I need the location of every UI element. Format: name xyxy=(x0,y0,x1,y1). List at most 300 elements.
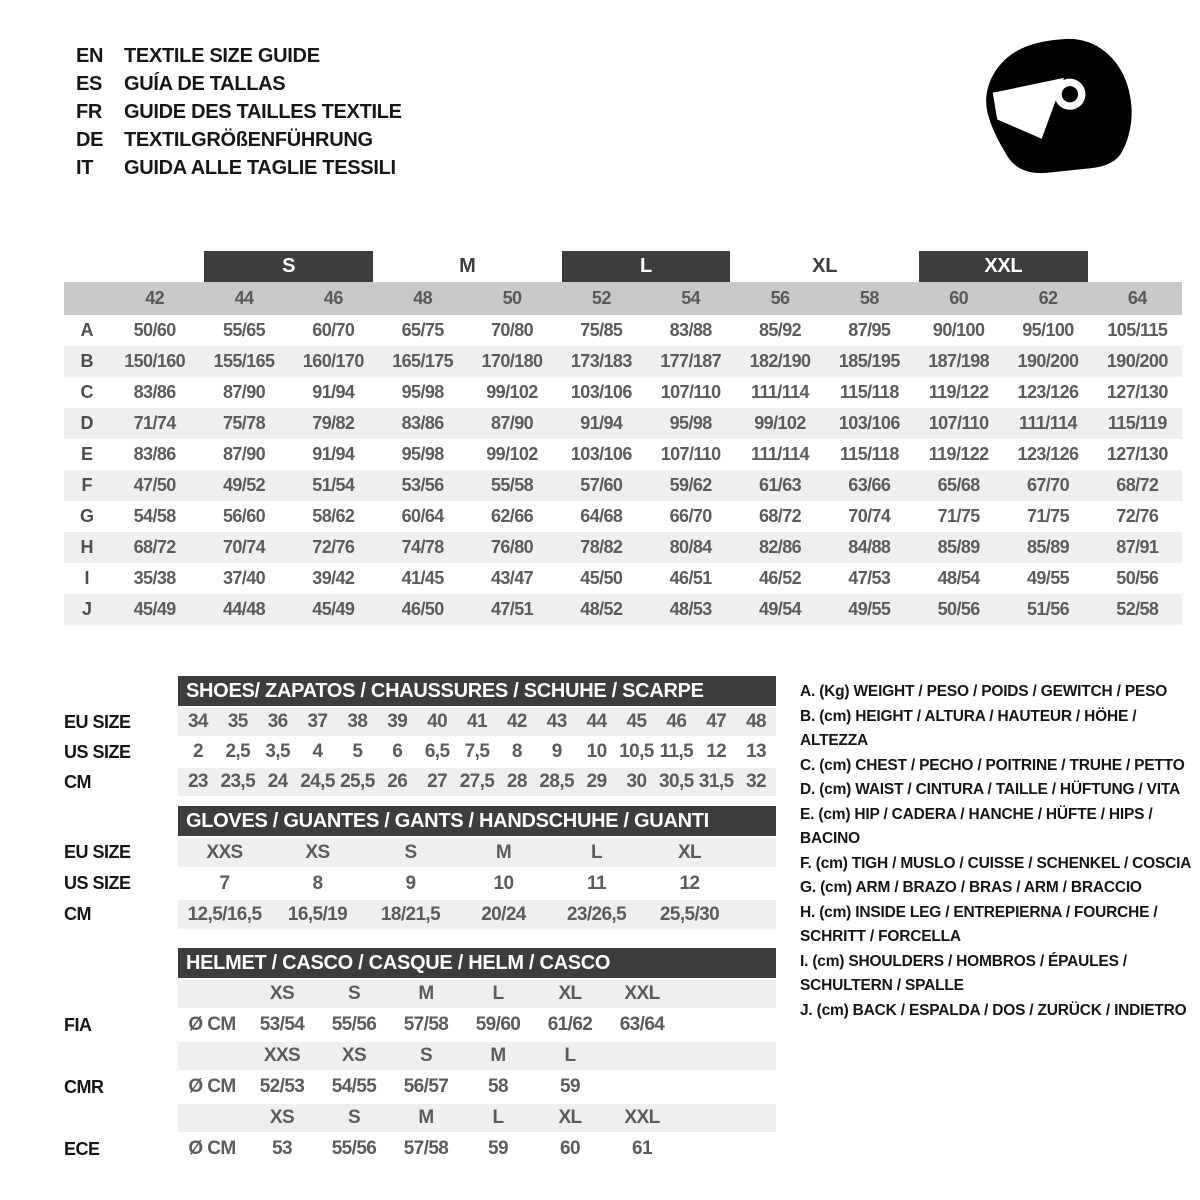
cell: 190/200 xyxy=(1106,351,1168,371)
cell: 85/92 xyxy=(758,320,802,340)
row-label: H xyxy=(80,537,94,557)
cell: 60 xyxy=(560,1138,580,1159)
cell: 23/26,5 xyxy=(566,903,627,925)
legend-item: D. (cm) WAIST / CINTURA / TAILLE / HÜFTUNG / VITA xyxy=(800,781,1180,798)
unit-label: Ø CM xyxy=(188,1138,236,1159)
cell: 48/53 xyxy=(669,599,712,619)
shoes-row xyxy=(64,738,776,766)
cell: 48/52 xyxy=(580,599,623,619)
cell: 115/118 xyxy=(839,382,899,402)
language-header xyxy=(76,42,402,182)
cell: 10 xyxy=(493,872,514,894)
legend-item: F. (cm) TIGH / MUSLO / CUISSE / SCHENKEL / COSCIA xyxy=(800,854,1192,872)
cell: 160/170 xyxy=(302,351,364,371)
cell: S xyxy=(404,841,417,863)
cell: 43/47 xyxy=(490,568,534,588)
cell: 30 xyxy=(626,771,647,792)
cell: 111/114 xyxy=(1019,413,1077,433)
helmet-size-header-row xyxy=(64,980,776,1008)
size-column-header: 62 xyxy=(1038,288,1058,308)
cell: 7 xyxy=(219,872,230,894)
language-row xyxy=(76,126,402,154)
gloves-section xyxy=(64,806,776,929)
size-group-l: L xyxy=(562,251,731,282)
language-code: EN xyxy=(76,44,104,67)
standard-label: CMR xyxy=(64,1076,104,1097)
language-code: IT xyxy=(76,156,94,179)
cell: 25,5/30 xyxy=(659,903,720,925)
cell: 72/76 xyxy=(312,537,355,557)
helmet-value-row xyxy=(64,1134,776,1164)
size-number-band xyxy=(64,282,1182,315)
cell: 90/100 xyxy=(932,320,985,340)
cell: 62/66 xyxy=(490,506,534,526)
table-row xyxy=(64,315,1182,346)
gloves-row xyxy=(64,838,776,867)
cell: 83/86 xyxy=(133,444,176,464)
cell: 12,5/16,5 xyxy=(187,903,262,925)
cell: 79/82 xyxy=(312,413,355,433)
language-title: GUIDE DES TAILLES TEXTILE xyxy=(124,100,402,123)
cell: 20/24 xyxy=(481,903,526,925)
row-label: F xyxy=(81,475,93,495)
gloves-values xyxy=(178,869,776,898)
shoes-values xyxy=(178,708,776,736)
cell: 87/90 xyxy=(490,413,534,433)
helmet-value-row xyxy=(64,1010,776,1040)
size-header: XXL xyxy=(624,1107,660,1128)
language-code: ES xyxy=(76,72,103,95)
cell: 83/86 xyxy=(133,382,176,402)
table-row xyxy=(64,346,1182,377)
legend-item: J. (cm) BACK / ESPALDA / DOS / ZURÜCK / INDIETRO xyxy=(800,1001,1187,1019)
size-header: S xyxy=(347,1107,361,1128)
cell: 177/187 xyxy=(660,351,722,371)
cell: 38 xyxy=(347,711,368,732)
cell: 99/102 xyxy=(754,413,806,433)
cell: 82/86 xyxy=(758,537,802,557)
cell: 105/115 xyxy=(1107,320,1168,340)
cell: 44/48 xyxy=(222,599,266,619)
legend-item: G. (cm) ARM / BRAZO / BRAS / ARM / BRACCIO xyxy=(800,879,1142,896)
cell: 54/58 xyxy=(133,506,176,526)
cell: 53 xyxy=(272,1138,292,1159)
size-header: XS xyxy=(269,983,295,1004)
cell: 107/110 xyxy=(928,413,989,433)
language-row xyxy=(76,42,402,70)
cell: 70/74 xyxy=(222,537,266,557)
cell: 95/100 xyxy=(1022,320,1074,340)
size-header: S xyxy=(419,1045,433,1066)
row-label: D xyxy=(80,413,94,433)
row-label: J xyxy=(81,599,92,619)
size-group-xl: XL xyxy=(812,255,838,277)
row-label: C xyxy=(80,382,94,402)
shoes-section xyxy=(64,676,776,796)
cell: 50/56 xyxy=(937,599,980,619)
cell: 47/53 xyxy=(848,568,891,588)
cell: 9 xyxy=(405,872,416,894)
cell: 107/110 xyxy=(660,444,721,464)
cell: 127/130 xyxy=(1106,382,1168,402)
cell: 12 xyxy=(706,741,727,762)
cell: 187/198 xyxy=(928,351,990,371)
size-column-header: 64 xyxy=(1127,288,1147,308)
helmet-size-header-row xyxy=(64,1042,776,1070)
cell: 80/84 xyxy=(669,537,712,557)
racing-helmet-icon xyxy=(972,26,1150,204)
cell: 36 xyxy=(267,711,288,732)
gloves-values xyxy=(178,900,776,929)
helmet-size-headers xyxy=(178,1104,776,1132)
size-header: L xyxy=(564,1045,576,1066)
cell: 91/94 xyxy=(312,444,355,464)
cell: 44 xyxy=(586,711,607,732)
cell: 53/54 xyxy=(259,1014,305,1035)
cell: 57/58 xyxy=(403,1014,449,1035)
cell: 47 xyxy=(706,711,727,732)
cell: 35 xyxy=(227,711,248,732)
language-title: TEXTILGRÖßENFÜHRUNG xyxy=(124,128,373,151)
helmet-value-row xyxy=(64,1072,776,1102)
size-column-header: 48 xyxy=(413,288,433,308)
helmet-subtables xyxy=(64,980,776,1164)
cell: 35/38 xyxy=(133,568,176,588)
helmet-values xyxy=(178,1010,776,1040)
cell: 39/42 xyxy=(312,568,355,588)
cell: 55/58 xyxy=(490,475,534,495)
size-header: L xyxy=(492,983,504,1004)
helmet-section xyxy=(64,948,776,1164)
cell: 41/45 xyxy=(401,568,444,588)
cell: 8 xyxy=(511,741,522,762)
table-row xyxy=(64,532,1182,563)
legend-item: I. (cm) SHOULDERS / HOMBROS / ÉPAULES / SCHULTERN / SPALLE xyxy=(800,952,1127,994)
language-row xyxy=(76,70,402,98)
cell: 83/88 xyxy=(669,320,712,340)
cell: 111/114 xyxy=(751,382,809,402)
shoes-title-bar: SHOES/ ZAPATOS / CHAUSSURES / SCHUHE / SCARPE xyxy=(178,676,776,706)
cell: 68/72 xyxy=(758,506,802,526)
cell: 56/60 xyxy=(222,506,266,526)
cell: 95/98 xyxy=(669,413,712,433)
cell: 103/106 xyxy=(838,413,900,433)
cell: 71/75 xyxy=(1026,506,1070,526)
standard-label: ECE xyxy=(64,1138,100,1159)
cell: 85/89 xyxy=(937,537,980,557)
cell: 10,5 xyxy=(619,741,654,762)
cell: 31,5 xyxy=(698,771,734,792)
helmet-size-headers xyxy=(178,980,776,1008)
gloves-values xyxy=(178,838,776,867)
helmet-title-bar: HELMET / CASCO / CASQUE / HELM / CASCO xyxy=(178,948,776,978)
row-label: G xyxy=(79,506,94,526)
cell: 24,5 xyxy=(300,771,335,792)
cell: 39 xyxy=(387,711,408,732)
cell: 45/50 xyxy=(580,568,623,588)
row-label: E xyxy=(80,444,93,464)
cell: 58/62 xyxy=(312,506,355,526)
helmet-values xyxy=(178,1072,776,1102)
cell: 59/62 xyxy=(669,475,712,495)
cell: 49/55 xyxy=(1026,568,1070,588)
cell: 24 xyxy=(267,771,288,792)
table-row xyxy=(64,594,1182,625)
cell: 71/75 xyxy=(937,506,980,526)
cell: 30,5 xyxy=(659,771,694,792)
cell: 75/78 xyxy=(222,413,266,433)
cell: 56/57 xyxy=(403,1076,449,1097)
cell: 52/53 xyxy=(259,1076,305,1097)
cell: 2 xyxy=(192,741,203,762)
cell: 59 xyxy=(560,1076,580,1097)
row-label: CM xyxy=(64,771,91,792)
row-label: EU SIZE xyxy=(64,842,131,862)
legend-item: C. (cm) CHEST / PECHO / POITRINE / TRUHE / PETTO xyxy=(800,756,1185,774)
cell: 182/190 xyxy=(749,351,811,371)
cell: 16,5/19 xyxy=(287,903,348,925)
cell: 173/183 xyxy=(570,351,632,371)
cell: 29 xyxy=(586,771,607,792)
cell: 111/114 xyxy=(751,444,809,464)
cell: 76/80 xyxy=(490,537,534,557)
cell: 63/66 xyxy=(848,475,891,495)
clothing-size-rows xyxy=(64,315,1182,625)
cell: 72/76 xyxy=(1116,506,1159,526)
cell: 48/54 xyxy=(937,568,980,588)
row-label: B xyxy=(80,351,94,371)
size-header: M xyxy=(418,983,434,1004)
cell: 41 xyxy=(467,711,487,732)
cell: 5 xyxy=(352,741,363,762)
cell: 70/74 xyxy=(848,506,891,526)
cell: 27 xyxy=(427,771,448,792)
language-title: GUIDA ALLE TAGLIE TESSILI xyxy=(124,156,396,179)
size-column-header: 56 xyxy=(770,288,790,308)
cell: 45/49 xyxy=(312,599,355,619)
table-row xyxy=(64,377,1182,408)
gloves-row xyxy=(64,900,776,929)
language-row xyxy=(76,98,402,126)
cell: 49/55 xyxy=(848,599,891,619)
row-label xyxy=(64,980,178,1008)
cell: 91/94 xyxy=(580,413,623,433)
cell: 99/102 xyxy=(486,382,538,402)
cell: 46/52 xyxy=(758,568,802,588)
cell: 87/95 xyxy=(848,320,891,340)
cell: 2,5 xyxy=(225,741,251,762)
cell: 57/58 xyxy=(403,1138,449,1159)
cell: 61/63 xyxy=(758,475,802,495)
cell: 165/175 xyxy=(392,351,454,371)
language-title: GUÍA DE TALLAS xyxy=(124,72,286,95)
cell: 6 xyxy=(392,741,403,762)
legend-item: H. (cm) INSIDE LEG / ENTREPIERNA / FOURCHE / SCHRITT / FORCELLA xyxy=(800,903,1158,945)
cell: 8 xyxy=(312,872,323,894)
size-header: XXS xyxy=(263,1045,301,1066)
cell: 123/126 xyxy=(1017,444,1079,464)
helmet-values xyxy=(178,1134,776,1164)
cell: 13 xyxy=(746,741,767,762)
size-header: S xyxy=(347,983,361,1004)
cell: 34 xyxy=(187,711,208,732)
cell: 46/50 xyxy=(401,599,444,619)
cell: 66/70 xyxy=(669,506,712,526)
language-code: FR xyxy=(76,100,103,123)
helmet-size-headers xyxy=(178,1042,776,1070)
cell: 49/54 xyxy=(758,599,802,619)
cell: 99/102 xyxy=(486,444,538,464)
cell: 7,5 xyxy=(464,741,490,762)
cell: 60/64 xyxy=(401,506,444,526)
cell: M xyxy=(495,841,512,863)
shoes-values xyxy=(178,768,776,796)
cell: 48 xyxy=(746,711,767,732)
cell: 170/180 xyxy=(481,351,543,371)
size-column-header: 54 xyxy=(681,288,701,308)
cell: 103/106 xyxy=(570,444,632,464)
cell: 18/21,5 xyxy=(380,903,441,925)
size-header: XL xyxy=(558,983,582,1004)
cell: 45 xyxy=(626,711,647,732)
cell: 42 xyxy=(506,711,527,732)
row-label xyxy=(64,1104,178,1132)
cell: 55/56 xyxy=(331,1014,377,1035)
size-group-s: S xyxy=(204,251,373,282)
cell: 58 xyxy=(488,1076,508,1097)
cell: 3,5 xyxy=(265,741,290,762)
clothing-size-table xyxy=(64,251,1182,625)
cell: 185/195 xyxy=(838,351,900,371)
cell: 59/60 xyxy=(475,1014,521,1035)
cell: 61/62 xyxy=(547,1014,593,1035)
size-header: XXL xyxy=(624,983,660,1004)
cell: 103/106 xyxy=(570,382,632,402)
row-label: US SIZE xyxy=(64,741,131,762)
row-label: US SIZE xyxy=(64,873,131,893)
cell: L xyxy=(590,841,602,863)
cell: 6,5 xyxy=(424,741,450,762)
cell: 50/56 xyxy=(1116,568,1159,588)
cell: 55/65 xyxy=(222,320,266,340)
cell: 87/91 xyxy=(1116,537,1159,557)
cell: 55/56 xyxy=(331,1138,377,1159)
cell: 123/126 xyxy=(1017,382,1079,402)
cell: 155/165 xyxy=(213,351,275,371)
cell: 9 xyxy=(551,741,562,762)
cell: 12 xyxy=(679,872,700,894)
cell: 84/88 xyxy=(848,537,891,557)
cell: 74/78 xyxy=(401,537,444,557)
legend-item: A. (Kg) WEIGHT / PESO / POIDS / GEWITCH / PESO xyxy=(800,683,1168,700)
cell: 64/68 xyxy=(580,506,623,526)
size-column-header: 50 xyxy=(502,288,522,308)
size-column-header: 46 xyxy=(323,288,343,308)
cell: 46 xyxy=(666,711,687,732)
cell: 10 xyxy=(586,741,607,762)
cell: 28,5 xyxy=(539,771,575,792)
size-group-m: M xyxy=(459,255,476,277)
cell: 65/68 xyxy=(937,475,980,495)
cell: 68/72 xyxy=(1116,475,1159,495)
size-header: L xyxy=(492,1107,504,1128)
cell: 4 xyxy=(312,741,323,762)
cell: 119/122 xyxy=(928,382,989,402)
row-label: A xyxy=(80,320,94,340)
legend-item: B. (cm) HEIGHT / ALTURA / HAUTEUR / HÖHE / ALTEZZA xyxy=(800,707,1137,749)
cell: 40 xyxy=(427,711,448,732)
cell: 119/122 xyxy=(928,444,989,464)
cell: 83/86 xyxy=(401,413,444,433)
table-row xyxy=(64,501,1182,532)
cell: 190/200 xyxy=(1017,351,1079,371)
table-row xyxy=(64,563,1182,594)
cell: XXS xyxy=(206,841,243,863)
cell: 87/90 xyxy=(222,444,266,464)
cell: 78/82 xyxy=(580,537,623,557)
cell: 50/60 xyxy=(133,320,176,340)
cell: 23 xyxy=(187,771,208,792)
gloves-row xyxy=(64,869,776,898)
cell: 57/60 xyxy=(580,475,623,495)
cell: 87/90 xyxy=(222,382,266,402)
cell: 28 xyxy=(506,771,527,792)
cell: 59 xyxy=(488,1138,508,1159)
cell: 54/55 xyxy=(331,1076,377,1097)
size-header: XS xyxy=(341,1045,367,1066)
cell: 47/50 xyxy=(133,475,176,495)
cell: 107/110 xyxy=(660,382,721,402)
shoes-row xyxy=(64,768,776,796)
cell: 11 xyxy=(587,872,606,894)
cell: 51/56 xyxy=(1026,599,1070,619)
cell: 45/49 xyxy=(133,599,176,619)
row-label: I xyxy=(84,568,90,588)
size-group-xxl: XXL xyxy=(919,251,1088,282)
cell: 23,5 xyxy=(220,771,256,792)
cell: 32 xyxy=(746,771,767,792)
cell: 115/119 xyxy=(1107,413,1167,433)
shoes-rows xyxy=(64,708,776,796)
cell: 46/51 xyxy=(669,568,712,588)
cell: 49/52 xyxy=(222,475,266,495)
cell: 91/94 xyxy=(312,382,355,402)
language-row xyxy=(76,154,402,182)
standard-label: FIA xyxy=(64,1014,92,1035)
cell: XS xyxy=(305,841,330,863)
row-label xyxy=(64,1042,178,1070)
size-group-row xyxy=(64,251,1182,282)
cell: 27,5 xyxy=(459,771,495,792)
size-column-header: 58 xyxy=(859,288,879,308)
cell: 70/80 xyxy=(490,320,534,340)
helmet-size-header-row xyxy=(64,1104,776,1132)
language-code: DE xyxy=(76,128,104,151)
cell: 37/40 xyxy=(222,568,266,588)
cell: 25,5 xyxy=(340,771,375,792)
cell: 26 xyxy=(387,771,408,792)
unit-label: Ø CM xyxy=(188,1076,236,1097)
table-row xyxy=(64,408,1182,439)
table-row xyxy=(64,470,1182,501)
language-title: TEXTILE SIZE GUIDE xyxy=(124,44,320,67)
cell: 75/85 xyxy=(580,320,623,340)
cell: 63/64 xyxy=(619,1014,665,1035)
cell: 71/74 xyxy=(133,413,176,433)
cell: 95/98 xyxy=(401,382,444,402)
gloves-rows xyxy=(64,838,776,929)
cell: 85/89 xyxy=(1026,537,1070,557)
